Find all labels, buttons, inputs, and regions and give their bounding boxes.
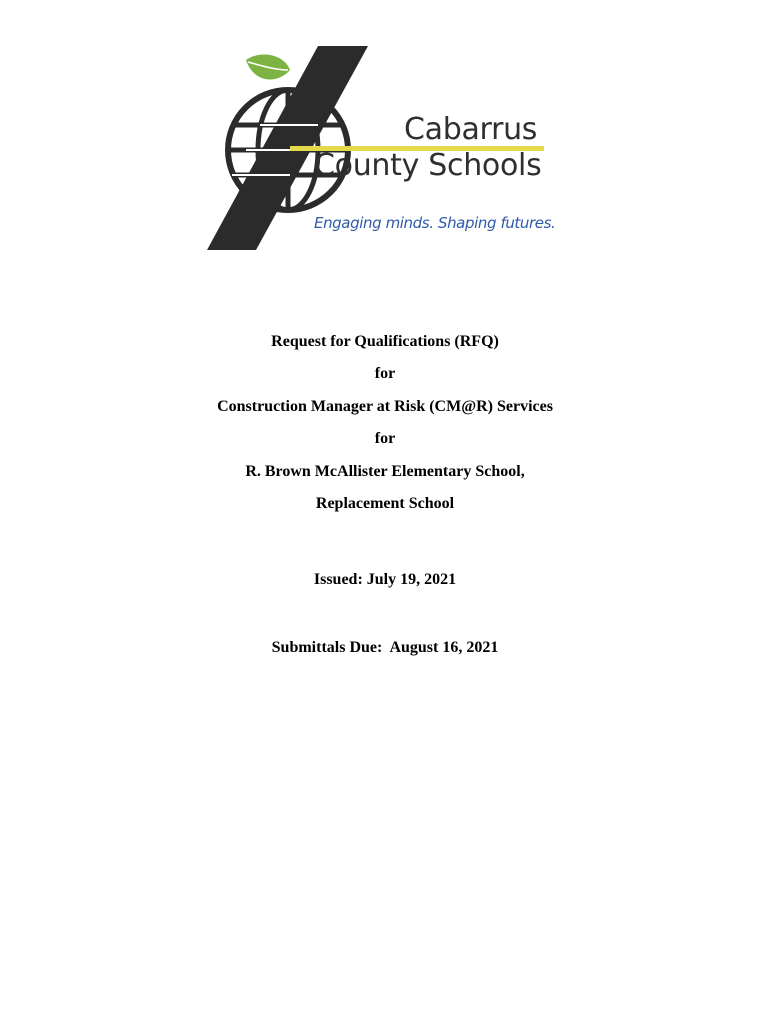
title-line-for-1: for — [374, 365, 396, 383]
submittals-due-date: Submittals Due: August 16, 2021 — [271, 639, 499, 656]
leaf-icon — [246, 55, 290, 80]
title-line-for-2: for — [374, 430, 396, 448]
document-title-block — [0, 330, 770, 524]
logo-text-cabarrus: Cabarrus — [404, 112, 538, 147]
issued-date: Issued: July 19, 2021 — [313, 571, 457, 588]
title-line-replacement: Replacement School — [315, 494, 455, 512]
logo-text-county-schools: County Schools — [314, 148, 542, 183]
logo-tagline: Engaging minds. Shaping futures. — [314, 214, 556, 232]
title-line-school: R. Brown McAllister Elementary School, — [245, 462, 525, 480]
title-line-rfq: Request for Qualifications (RFQ) — [271, 333, 499, 350]
title-line-services: Construction Manager at Risk (CM@R) Services — [217, 397, 553, 415]
district-logo — [200, 40, 560, 256]
